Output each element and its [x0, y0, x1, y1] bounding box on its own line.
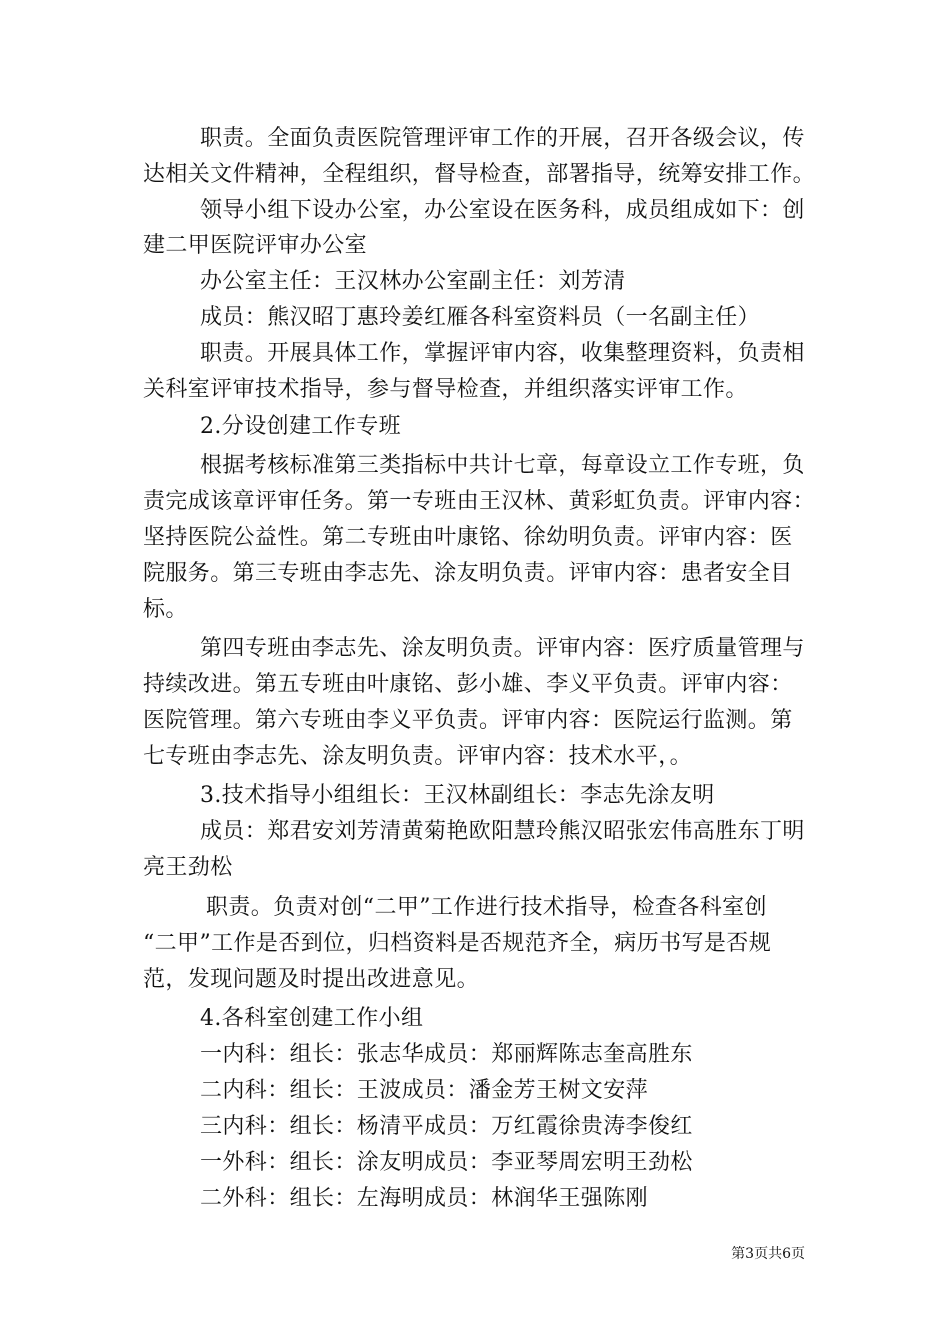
paragraph-line: 七专班由李志先、涂友明负责。评审内容：技术水平，。: [143, 744, 693, 769]
paragraph-line: 范，发现问题及时提出改进意见。: [143, 967, 480, 992]
paragraph-line: 坚持医院公益性。第二专班由叶康铭、徐幼明负责。评审内容：医: [143, 525, 793, 550]
paragraph-line: 职责。负责对创“二甲”工作进行技术指导，检查各科室创: [206, 895, 767, 920]
list-item: 二内科：组长：王波成员：潘金芳王树文安萍: [200, 1078, 649, 1103]
list-item: 三内科：组长：杨清平成员：万红霞徐贵涛李俊红: [200, 1114, 693, 1139]
paragraph-line: 标。: [143, 597, 188, 622]
section-heading: 3.技术指导小组组长：王汉林副组长：李志先涂友明: [200, 783, 715, 808]
paragraph-line: 达相关文件精神，全程组织，督导检查，部署指导，统筹安排工作。: [143, 162, 816, 187]
paragraph-line: 领导小组下设办公室，办公室设在医务科，成员组成如下：创: [200, 198, 805, 223]
paragraph-line: 成员：熊汉昭丁惠玲姜红雁各科室资料员（一名副主任）: [200, 305, 761, 330]
paragraph-line: 持续改进。第五专班由叶康铭、彭小雄、李义平负责。评审内容：: [143, 672, 793, 697]
list-item: 二外科：组长：左海明成员：林润华王强陈刚: [200, 1186, 649, 1211]
paragraph-line: 第四专班由李志先、涂友明负责。评审内容：医疗质量管理与: [200, 636, 805, 661]
paragraph-line: 建二甲医院评审办公室: [143, 233, 368, 258]
list-item: 一内科：组长：张志华成员：郑丽辉陈志奎高胜东: [200, 1042, 693, 1067]
paragraph-line: 职责。开展具体工作，掌握评审内容，收集整理资料，负责相: [200, 341, 805, 366]
paragraph-line: 根据考核标准第三类指标中共计七章，每章设立工作专班，负: [200, 453, 805, 478]
paragraph-line: 职责。全面负责医院管理评审工作的开展，召开各级会议，传: [200, 126, 805, 151]
paragraph-line: “二甲”工作是否到位，归档资料是否规范齐全，病历书写是否规: [143, 931, 772, 956]
paragraph-line: 责完成该章评审任务。第一专班由王汉林、黄彩虹负责。评审内容：: [143, 489, 816, 514]
section-heading: 2.分设创建工作专班: [200, 414, 401, 439]
paragraph-line: 院服务。第三专班由李志先、涂友明负责。评审内容：患者安全目: [143, 561, 793, 586]
paragraph-line: 办公室主任：王汉林办公室副主任：刘芳清: [200, 269, 626, 294]
paragraph-line: 关科室评审技术指导，参与督导检查，并组织落实评审工作。: [143, 377, 748, 402]
paragraph-line: 亮王劲松: [143, 855, 233, 880]
list-item: 一外科：组长：涂友明成员：李亚琴周宏明王劲松: [200, 1150, 693, 1175]
paragraph-line: 成员：郑君安刘芳清黄菊艳欧阳慧玲熊汉昭张宏伟高胜东丁明: [200, 819, 805, 844]
section-heading: 4.各科室创建工作小组: [200, 1006, 424, 1031]
page-number: 第3页共6页: [731, 1246, 805, 1262]
paragraph-line: 医院管理。第六专班由李义平负责。评审内容：医院运行监测。第: [143, 708, 793, 733]
